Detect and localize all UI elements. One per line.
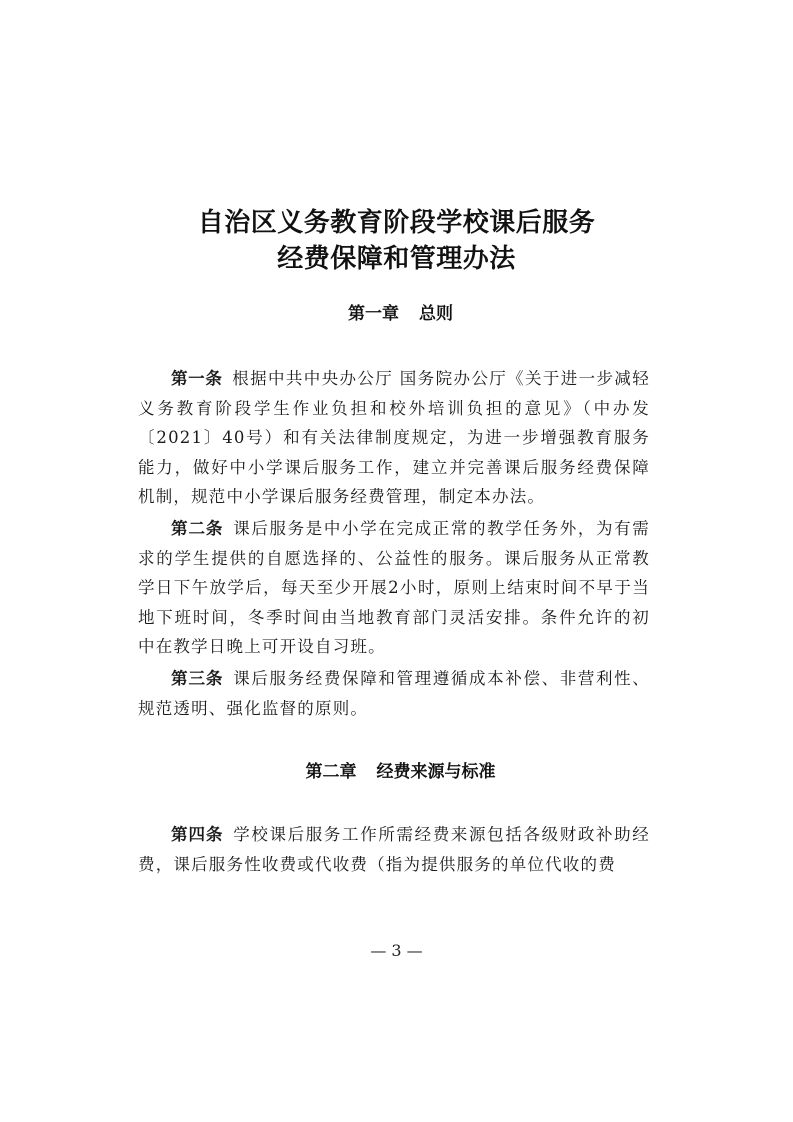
article-1-text: 根据中共中央办公厅 国务院办公厅《关于进一步减轻义务教育阶段学生作业负担和校外培训负担的意见》（中办发〔2021〕40号）和有关法律制度规定，为进一步增强教育服务能力，做好中小学课后服务工作，建立并完善课后服务经费保障机制，规范中小学课后服务经费管理，制定本办法。 [138, 369, 651, 506]
article-3-label: 第三条 [171, 669, 224, 688]
article-4-text: 学校课后服务工作所需经费来源包括各级财政补助经费，课后服务性收费或代收费（指为提供服务的单位代收的费 [138, 825, 650, 874]
chapter-1-number: 第一章 [348, 304, 399, 324]
article-2-text: 课后服务是中小学在完成正常的教学任务外，为有需求的学生提供的自愿选择的、公益性的服务。课后服务从正常教学日下午放学后，每天至少开展2小时，原则上结束时间不早于当地下班时间，冬季时间由当地教育部门灵活安排。条件允许的初中在教学日晚上可开设自习班。 [138, 519, 650, 656]
document-title-line-2: 经费保障和管理办法 [277, 244, 516, 274]
page-number: — 3 — [370, 941, 423, 960]
article-1 [138, 364, 650, 512]
document-title-line-1: 自治区义务教育阶段学校课后服务 [197, 208, 596, 238]
article-3 [138, 664, 650, 723]
article-2 [138, 514, 650, 662]
chapter-2-heading [4, 760, 793, 784]
chapter-2-number: 第二章 [305, 762, 357, 782]
chapter-1-name: 总则 [419, 304, 453, 324]
article-2-label: 第二条 [171, 519, 224, 538]
article-3-text: 课后服务经费保障和管理遵循成本补偿、非营利性、规范透明、强化监督的原则。 [138, 669, 650, 718]
article-1-label: 第一条 [171, 369, 223, 388]
chapter-1-heading [4, 302, 793, 326]
article-4-label: 第四条 [171, 825, 224, 844]
chapter-2-name: 经费来源与标准 [376, 762, 496, 782]
article-4 [138, 820, 650, 879]
